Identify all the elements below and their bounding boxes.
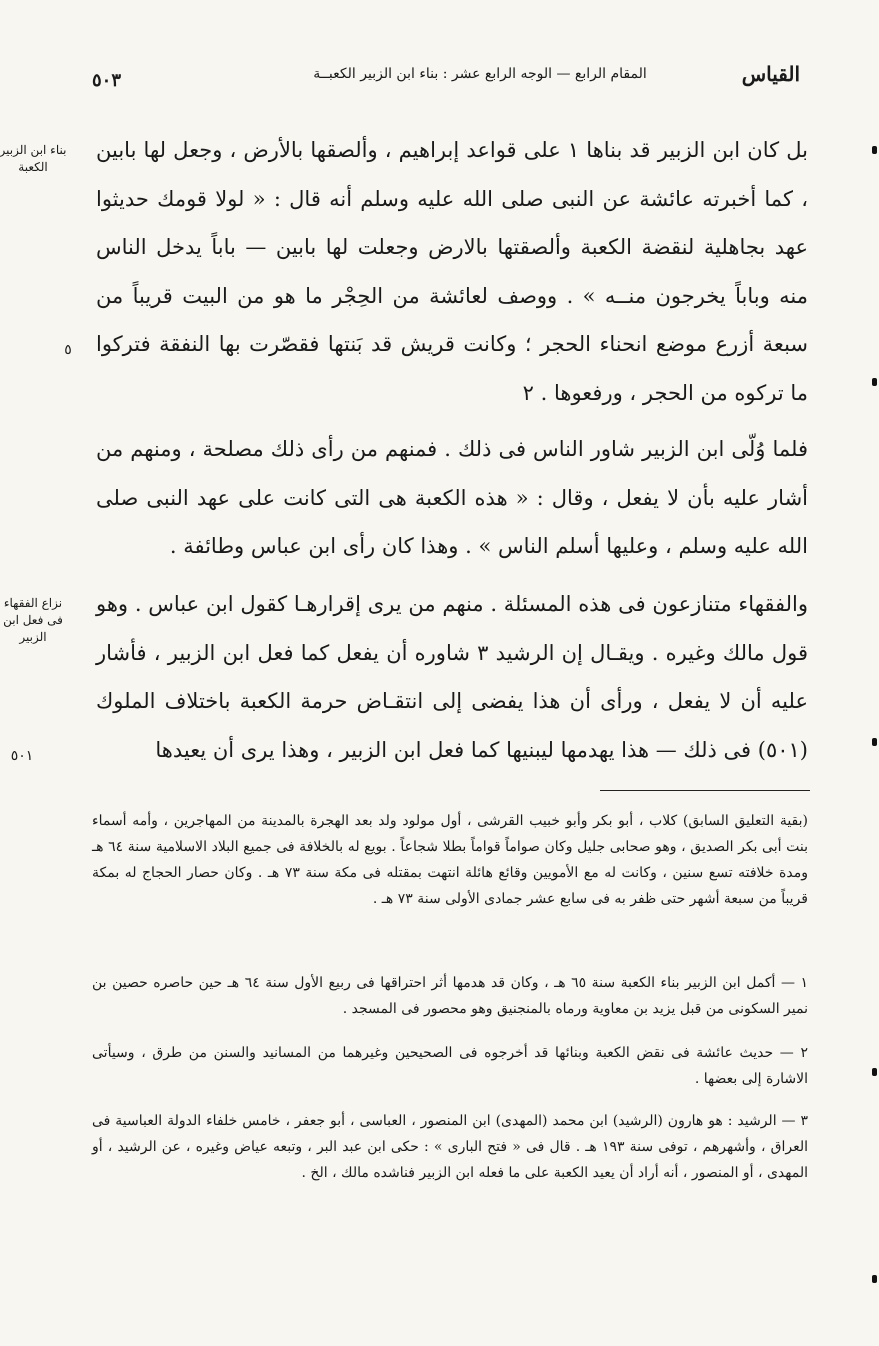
margin-line-marker: ٥ xyxy=(64,342,72,358)
margin-note-jurists: نزاع الفقهاء فى فعل ابن الزبير xyxy=(3,596,63,644)
running-head: المقام الرابع — الوجه الرابع عشر : بناء ابن الزبير الكعبــة xyxy=(313,66,647,82)
margin-note-building: بناء ابن الزبير الكعبة xyxy=(0,143,67,174)
scan-mark-dot xyxy=(872,146,877,154)
footnote-3: ٣ — الرشيد : هو هارون (الرشيد) ابن محمد (المهدى) ابن المنصور ، العباسى ، أبو جعفر ، خامس خلفاء الدولة العباسية فى العراق ، وأشهرهم ، توفى سنة ١٩٣ هـ . قال فى « فتح البارى » : حكى ابن عبد البر ، وتبعه عياض وغيره ، عن الرشيد ، أو المهدى ، أو المنصور ، أنه أراد أن يعيد الكعبة على ما فعله ابن الزبير فناشده مالك ، الخ . xyxy=(92,1113,809,1181)
scan-mark-dot xyxy=(872,378,877,386)
body-paragraph-1: بل كان ابن الزبير قد بناها ١ على قواعد إبراهيم ، وألصقها بالأرض ، وجعل لها بابين ، كما أخبرته عائشة عن النبى صلى الله عليه وسلم أنه قال : « لولا قومك حديثوا عهد بجاهلية لنقضة الكعبة وألصقتها بالارض وجعلت لها بابين — باباً يدخل الناس منه وباباً يخرجون منــه » . ووصف لعائشة من الحِجْر ما هو من البيت قريباً من سبعة أزرع موضع انحناء الحجر ؛ وكانت قريش قد بَنتها فقصّرت بها النفقة فتركوا ما تركوه من الحجر ، ورفعوها . ٢ xyxy=(96,138,809,405)
scan-mark-dot xyxy=(872,1068,877,1076)
footnote-continued: (بقية التعليق السابق) كلاب ، أبو بكر وأبو خبيب القرشى ، أول مولود ولد بعد الهجرة بالمدينة من المهاجرين ، وأمه أسماء بنت أبى بكر الصديق ، وهو صحابى جليل وكان صواماً قواماً بطلا شجاعاً . بويع له بالخلافة فى جميع البلاد الاسلامية سنة ٦٤ هـ ومدة خلافته تسع سنين ، وكانت له مع الأمويين وقائع هائلة انتهت بمقتله فى مكة سنة ٧٣ هـ . وكان حصار الحجاج له بمكة قريباً من سبعة أشهر حتى ظفر به فى سابع عشر جمادى الأولى سنة ٧٣ هـ . xyxy=(92,813,808,907)
body-paragraph-3: والفقهاء متنازعون فى هذه المسئلة . منهم من يرى إقرارهـا كقول ابن عباس . وهو قول مالك وغيره . ويقـال إن الرشيد ٣ شاوره أن يفعل كما فعل ابن الزبير ، فأشار عليه أن لا يفعل ، ورأى أن هذا يفضى إلى انتقـاض حرمة الكعبة باختلاف الملوك (٥٠١) فى ذلك — هذا يهدمها ليبنيها كما فعل ابن الزبير ، وهذا يرى أن يعيدها xyxy=(96,592,808,762)
scan-mark-dot xyxy=(872,1275,877,1283)
page-number: ٥٠٣ xyxy=(92,70,122,91)
body-paragraph-2: فلما وُلّى ابن الزبير شاور الناس فى ذلك . فمنهم من رأى ذلك مصلحة ، ومنهم من أشار عليه بأن لا يفعل ، وقال : « هذه الكعبة هى التى كانت على عهد النبى صلى الله عليه وسلم ، وعليها أسلم الناس » . وهذا كان رأى ابن عباس وطائفة . xyxy=(96,437,808,558)
footnote-2: ٢ — حديث عائشة فى نقض الكعبة وبنائها قد أخرجوه فى الصحيحين وغيرهما من المسانيد والسنن من طرق ، وسيأتى الاشارة إلى بعضها . xyxy=(92,1045,808,1087)
header-title: القياس xyxy=(741,62,800,86)
footnote-1: ١ — أكمل ابن الزبير بناء الكعبة سنة ٦٥ هـ ، وكان قد هدمها أثر احتراقها فى ربيع الأول سنة ٦٤ هـ حين حاصره حصين بن نمير السكونى من قبل يزيد بن معاوية ورماه بالمنجنيق وهو محصور فى المسجد . xyxy=(92,975,809,1017)
margin-page-marker: ٥٠١ xyxy=(10,748,34,764)
footnote-rule xyxy=(600,790,810,791)
scan-mark-dot xyxy=(872,738,877,746)
